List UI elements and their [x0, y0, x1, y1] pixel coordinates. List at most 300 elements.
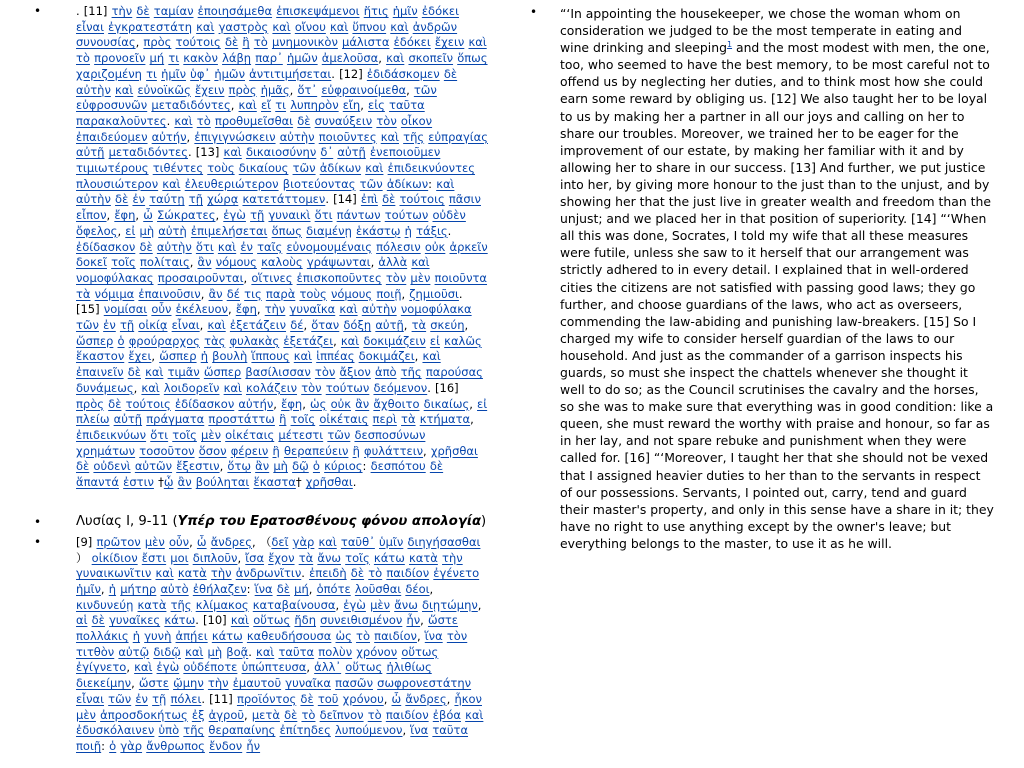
- greek-word-link[interactable]: βουλὴ: [212, 349, 248, 364]
- greek-word-link[interactable]: καὶ: [380, 129, 399, 144]
- greek-word-link[interactable]: βούληται: [195, 475, 250, 490]
- greek-word-link[interactable]: φυλακὰς: [229, 333, 280, 348]
- greek-word-link[interactable]: ἡ: [108, 581, 117, 596]
- greek-word-link[interactable]: εὐφροσυνῶν: [76, 98, 148, 113]
- greek-word-link[interactable]: καὶ: [365, 161, 384, 176]
- greek-word-link[interactable]: τὰ: [411, 318, 427, 333]
- greek-word-link[interactable]: πολὺν: [318, 644, 353, 659]
- greek-word-link[interactable]: φέρειν: [230, 443, 269, 458]
- greek-word-link[interactable]: τὴν: [207, 676, 229, 691]
- greek-word-link[interactable]: ἵππους: [251, 349, 290, 364]
- greek-word-link[interactable]: σκοπεῖν: [408, 51, 454, 66]
- greek-word-link[interactable]: κινδυνεύῃ: [76, 597, 134, 612]
- greek-word-link[interactable]: ἕκαστα: [253, 475, 296, 490]
- greek-word-link[interactable]: ζημιοῦσι: [409, 286, 459, 301]
- greek-word-link[interactable]: αὐτῷ: [118, 644, 150, 659]
- greek-word-link[interactable]: ἢ: [279, 412, 287, 427]
- greek-word-link[interactable]: ὅσον: [198, 443, 227, 458]
- greek-word-link[interactable]: παρούσας: [425, 365, 483, 380]
- greek-word-link[interactable]: ἂν: [208, 286, 223, 301]
- greek-word-link[interactable]: σωφρονεστάτην: [377, 676, 472, 691]
- greek-word-link[interactable]: τούτων: [325, 380, 370, 395]
- greek-word-link[interactable]: δοκιμάζειν: [363, 333, 426, 348]
- greek-word-link[interactable]: ἐξετάζειν: [229, 318, 287, 333]
- greek-word-link[interactable]: ὦ: [196, 534, 207, 549]
- greek-word-link[interactable]: τούτων: [384, 208, 429, 223]
- greek-word-link[interactable]: ἐπειδὴ: [309, 566, 347, 581]
- greek-word-link[interactable]: τὸ: [196, 113, 211, 128]
- greek-word-link[interactable]: μοι: [170, 550, 189, 565]
- greek-word-link[interactable]: διῃτώμην: [421, 597, 478, 612]
- greek-word-link[interactable]: αὐτὸ: [160, 581, 189, 596]
- greek-word-link[interactable]: ἄνδρες: [210, 534, 253, 549]
- greek-word-link[interactable]: ποιῇ: [76, 738, 102, 753]
- greek-word-link[interactable]: πλείω: [76, 412, 110, 427]
- greek-word-link[interactable]: προσαιροῦνται: [157, 270, 244, 285]
- greek-word-link[interactable]: νομοφύλακας: [76, 270, 154, 285]
- greek-word-link[interactable]: ταῦθ᾽: [340, 534, 375, 549]
- greek-word-link[interactable]: καὶ: [318, 534, 337, 549]
- greek-word-link[interactable]: πάντων: [336, 208, 381, 223]
- greek-word-link[interactable]: αὐτήν: [238, 396, 274, 411]
- greek-word-link[interactable]: τὸν: [446, 629, 468, 644]
- greek-word-link[interactable]: τῆς: [170, 597, 192, 612]
- greek-word-link[interactable]: ἐξ: [191, 707, 205, 722]
- greek-word-link[interactable]: ἔχον: [268, 550, 295, 565]
- greek-word-link[interactable]: τὸ: [356, 629, 371, 644]
- greek-word-link[interactable]: εἶπον: [76, 208, 107, 223]
- greek-word-link[interactable]: ὅτῳ: [227, 459, 251, 474]
- greek-word-link[interactable]: αὐτὴν: [76, 192, 111, 207]
- greek-word-link[interactable]: δὲ: [297, 113, 311, 128]
- greek-word-link[interactable]: ἄχθοιτο: [373, 396, 420, 411]
- greek-word-link[interactable]: δεσποσύνων: [354, 427, 426, 442]
- greek-word-link[interactable]: παιδίον: [386, 566, 430, 581]
- greek-word-link[interactable]: τῇ: [250, 208, 265, 223]
- greek-word-link[interactable]: ἐγκρατεστάτη: [108, 19, 192, 34]
- greek-word-link[interactable]: τῆς: [400, 365, 422, 380]
- greek-word-link[interactable]: ἔφη: [235, 302, 257, 317]
- greek-word-link[interactable]: τῶν: [108, 691, 132, 706]
- greek-word-link[interactable]: ὦ: [143, 208, 153, 223]
- greek-word-link[interactable]: ἧκον: [454, 691, 482, 706]
- greek-word-link[interactable]: ἡμῶν: [286, 51, 318, 66]
- greek-word-link[interactable]: κατὰ: [137, 597, 167, 612]
- greek-word-link[interactable]: καὶ: [468, 35, 487, 50]
- greek-word-link[interactable]: τι: [168, 51, 180, 66]
- greek-word-link[interactable]: ἡ: [132, 629, 141, 644]
- greek-word-link[interactable]: εἴ: [260, 98, 272, 113]
- greek-word-link[interactable]: εἶναι: [76, 691, 105, 706]
- greek-word-link[interactable]: καὶ: [339, 302, 358, 317]
- greek-word-link[interactable]: καὶ: [238, 98, 257, 113]
- greek-word-link[interactable]: αὐτήν: [151, 129, 187, 144]
- greek-word-link[interactable]: καὶ: [196, 19, 215, 34]
- greek-word-link[interactable]: ἠλιθίως: [386, 660, 432, 675]
- greek-word-link[interactable]: ἥτις: [363, 4, 389, 18]
- greek-word-link[interactable]: μὲν: [370, 597, 391, 612]
- greek-word-link[interactable]: ἄνω: [317, 550, 341, 565]
- greek-word-link[interactable]: ἐποιησάμεθα: [197, 4, 273, 18]
- greek-word-link[interactable]: παρακαλοῦντες: [76, 113, 167, 128]
- greek-word-link[interactable]: γυναῖκα: [285, 676, 331, 691]
- greek-word-link[interactable]: εἰ: [477, 396, 488, 411]
- greek-word-link[interactable]: προστάττω: [208, 412, 275, 427]
- greek-word-link[interactable]: ὥσπερ: [203, 365, 242, 380]
- greek-word-link[interactable]: ἀρκεῖν: [449, 239, 488, 254]
- greek-word-link[interactable]: τὴν: [111, 4, 133, 18]
- greek-word-link[interactable]: ἐδιδάσκομεν: [366, 66, 440, 81]
- greek-word-link[interactable]: μάλιστα: [342, 35, 390, 50]
- greek-word-link[interactable]: βιοτεύοντας: [282, 176, 356, 191]
- greek-word-link[interactable]: ἵνα: [424, 629, 443, 644]
- greek-word-link[interactable]: ὁ: [117, 333, 125, 348]
- greek-word-link[interactable]: αὐτὴ: [158, 223, 187, 238]
- greek-word-link[interactable]: τὴν: [442, 550, 463, 565]
- greek-word-link[interactable]: καλῶς: [444, 333, 482, 348]
- greek-word-link[interactable]: τῇ: [188, 192, 203, 207]
- greek-word-link[interactable]: μνημονικὸν: [271, 35, 338, 50]
- greek-word-link[interactable]: δυνάμεως: [76, 380, 134, 395]
- greek-word-link[interactable]: αὐτὴν: [156, 239, 192, 254]
- greek-word-link[interactable]: νόμους: [215, 255, 257, 270]
- greek-word-link[interactable]: λυπούμενον: [334, 723, 403, 738]
- greek-word-link[interactable]: μὲν: [201, 427, 221, 442]
- greek-word-link[interactable]: αὐτῶν: [134, 459, 173, 474]
- greek-word-link[interactable]: ἐν: [132, 192, 146, 207]
- greek-word-link[interactable]: δὲ: [139, 239, 153, 254]
- greek-word-link[interactable]: δὲ: [276, 581, 291, 596]
- greek-word-link[interactable]: ἵνα: [410, 723, 429, 738]
- greek-word-link[interactable]: νομίσαι: [103, 302, 148, 317]
- greek-word-link[interactable]: ὡς: [310, 396, 327, 411]
- greek-word-link[interactable]: δ᾽: [320, 145, 334, 160]
- greek-word-link[interactable]: φυλάττειν: [364, 443, 424, 458]
- greek-word-link[interactable]: τὸ: [367, 707, 382, 722]
- greek-word-link[interactable]: ὥστε: [138, 676, 169, 691]
- greek-word-link[interactable]: ἄξιον: [339, 365, 371, 380]
- greek-word-link[interactable]: εὐπραγίας: [428, 129, 488, 144]
- greek-word-link[interactable]: ὕπνου: [352, 19, 387, 34]
- greek-word-link[interactable]: πρὸς: [76, 396, 105, 411]
- greek-word-link[interactable]: ἐγὼ: [223, 208, 246, 223]
- greek-word-link[interactable]: χαριζομένη: [76, 66, 142, 81]
- greek-word-link[interactable]: τοσοῦτον: [139, 443, 195, 458]
- greek-word-link[interactable]: καταβαίνουσα: [252, 597, 336, 612]
- greek-word-link[interactable]: θεραπαίνης: [208, 723, 276, 738]
- greek-word-link[interactable]: ἐπιδεικνύων: [76, 427, 147, 442]
- greek-word-link[interactable]: καὶ: [436, 176, 455, 191]
- footnote-link[interactable]: 1: [726, 40, 733, 50]
- greek-word-link[interactable]: περὶ: [372, 412, 397, 427]
- greek-word-link[interactable]: ἕκαστον: [76, 349, 125, 364]
- greek-word-link[interactable]: δεσπότου: [370, 459, 426, 474]
- greek-word-link[interactable]: εἴη: [342, 98, 361, 113]
- greek-word-link[interactable]: ἐγὼ: [156, 660, 180, 675]
- greek-word-link[interactable]: ἡμῖν: [76, 581, 101, 596]
- greek-word-link[interactable]: χρῆσθαι: [430, 443, 478, 458]
- greek-word-link[interactable]: μή: [149, 51, 165, 66]
- greek-word-link[interactable]: γυναῖκα: [289, 302, 336, 317]
- greek-word-link[interactable]: αὐτὴν: [361, 302, 397, 317]
- greek-word-link[interactable]: χρημάτων: [76, 443, 136, 458]
- greek-word-link[interactable]: δῷ: [292, 459, 309, 474]
- greek-word-link[interactable]: κάτω: [211, 629, 243, 644]
- greek-word-link[interactable]: καὶ: [465, 707, 484, 722]
- greek-word-link[interactable]: τὴν: [264, 302, 286, 317]
- greek-word-link[interactable]: κακὸν: [183, 51, 218, 66]
- greek-word-link[interactable]: καὶ: [134, 660, 153, 675]
- greek-word-link[interactable]: δικαίως: [423, 396, 470, 411]
- greek-word-link[interactable]: ὅτ᾽: [297, 82, 318, 97]
- greek-word-link[interactable]: οὕτως: [401, 644, 439, 659]
- greek-word-link[interactable]: συνουσίας: [76, 35, 136, 50]
- greek-word-link[interactable]: ἐμαυτοῦ: [232, 676, 282, 691]
- greek-word-link[interactable]: τὸν: [314, 365, 336, 380]
- greek-word-link[interactable]: καὶ: [155, 566, 174, 581]
- greek-word-link[interactable]: καὶ: [115, 82, 134, 97]
- greek-word-link[interactable]: καὶ: [340, 333, 360, 348]
- greek-word-link[interactable]: διεκείμην: [76, 676, 132, 691]
- greek-word-link[interactable]: ἀλλὰ: [378, 255, 408, 270]
- greek-word-link[interactable]: δὲ: [127, 365, 141, 380]
- greek-word-link[interactable]: νόμιμα: [94, 286, 135, 301]
- greek-word-link[interactable]: ταῦτα: [432, 723, 469, 738]
- greek-word-link[interactable]: ἐκέλευον: [175, 302, 228, 317]
- greek-word-link[interactable]: ἐπαινεῖν: [76, 365, 124, 380]
- greek-word-link[interactable]: ἦν: [406, 613, 421, 628]
- greek-word-link[interactable]: δὲ: [429, 459, 444, 474]
- greek-word-link[interactable]: ὄφελος: [76, 223, 118, 238]
- greek-word-link[interactable]: δέοι: [405, 581, 430, 596]
- greek-word-link[interactable]: δεόμενον: [373, 380, 428, 395]
- greek-word-link[interactable]: ἡ: [404, 223, 412, 238]
- greek-word-link[interactable]: προθυμεῖσθαι: [214, 113, 294, 128]
- greek-word-link[interactable]: ὁπότε: [316, 581, 351, 596]
- greek-word-link[interactable]: τάξις: [416, 223, 448, 238]
- greek-word-link[interactable]: τῶν: [413, 82, 437, 97]
- greek-word-link[interactable]: ἔνδον: [209, 738, 243, 753]
- greek-word-link[interactable]: οὖν: [151, 302, 172, 317]
- greek-word-link[interactable]: ἐλευθεριώτερον: [184, 176, 279, 191]
- greek-word-link[interactable]: χρῆσθαι: [305, 475, 353, 490]
- greek-word-link[interactable]: ποιοῦντα: [434, 270, 488, 285]
- greek-word-link[interactable]: εἶναι: [171, 318, 200, 333]
- greek-word-link[interactable]: δὲ: [108, 396, 122, 411]
- greek-word-link[interactable]: ἵνα: [254, 581, 273, 596]
- greek-word-link[interactable]: τοῖς: [345, 550, 370, 565]
- greek-word-link[interactable]: τὸ: [76, 51, 90, 66]
- greek-word-link[interactable]: οἰκέταις: [225, 427, 275, 442]
- greek-word-link[interactable]: καὶ: [141, 380, 160, 395]
- greek-word-link[interactable]: ἔξεστιν: [176, 459, 220, 474]
- greek-word-link[interactable]: οἶκον: [400, 113, 433, 128]
- greek-word-link[interactable]: κάτω: [164, 613, 196, 628]
- greek-word-link[interactable]: ἔχειν: [194, 82, 225, 97]
- greek-word-link[interactable]: ἀλλ᾽: [314, 660, 342, 675]
- greek-word-link[interactable]: δὲ: [91, 613, 105, 628]
- greek-word-link[interactable]: πόλει: [170, 691, 202, 706]
- greek-word-link[interactable]: εἶναι: [76, 19, 105, 34]
- greek-word-link[interactable]: ἂν: [197, 255, 212, 270]
- greek-word-link[interactable]: εἰ: [125, 223, 136, 238]
- greek-word-link[interactable]: καὶ: [411, 255, 430, 270]
- greek-word-link[interactable]: ταῦτα: [389, 98, 425, 113]
- greek-word-link[interactable]: οἰκίδιον: [91, 550, 138, 565]
- greek-word-link[interactable]: αὐτῇ: [113, 412, 143, 427]
- greek-word-link[interactable]: γυναικὶ: [268, 208, 311, 223]
- greek-word-link[interactable]: οὐκ: [330, 396, 352, 411]
- greek-word-link[interactable]: ἀδίκων: [319, 161, 362, 176]
- greek-word-link[interactable]: ἔχει: [128, 349, 152, 364]
- greek-word-link[interactable]: ὑπὸ: [158, 723, 180, 738]
- greek-word-link[interactable]: τοῖς: [111, 255, 136, 270]
- greek-word-link[interactable]: αὐτῇ: [375, 318, 404, 333]
- greek-word-link[interactable]: κύριος: [324, 459, 363, 474]
- greek-word-link[interactable]: κάτω: [373, 550, 405, 565]
- greek-word-link[interactable]: διπλοῦν: [192, 550, 238, 565]
- greek-word-link[interactable]: καὶ: [330, 19, 349, 34]
- greek-word-link[interactable]: ἑκάστῳ: [356, 223, 401, 238]
- greek-word-link[interactable]: ἂν: [177, 475, 192, 490]
- greek-word-link[interactable]: γὰρ: [120, 738, 143, 753]
- greek-word-link[interactable]: κτήματα: [419, 412, 471, 427]
- greek-word-link[interactable]: δὲ: [136, 4, 150, 18]
- greek-word-link[interactable]: ἐδόκει: [421, 4, 460, 18]
- greek-word-link[interactable]: δέ: [290, 318, 304, 333]
- greek-word-link[interactable]: καὶ: [230, 613, 250, 628]
- greek-word-link[interactable]: ἡμᾶς: [260, 82, 290, 97]
- greek-word-link[interactable]: ταύτῃ: [149, 192, 185, 207]
- greek-word-link[interactable]: τῶν: [359, 176, 383, 191]
- greek-word-link[interactable]: τὸ: [301, 707, 316, 722]
- greek-word-link[interactable]: εἰς: [368, 98, 385, 113]
- greek-word-link[interactable]: ἱππέας: [316, 349, 355, 364]
- greek-word-link[interactable]: ἔστι: [141, 550, 167, 565]
- greek-word-link[interactable]: φρούραρχος: [128, 333, 200, 348]
- greek-word-link[interactable]: παρ᾽: [255, 51, 283, 66]
- greek-word-link[interactable]: σκεύη: [430, 318, 465, 333]
- greek-word-link[interactable]: τὴν: [210, 566, 232, 581]
- greek-word-link[interactable]: μὲν: [410, 270, 431, 285]
- greek-word-link[interactable]: τὸν: [301, 380, 322, 395]
- greek-word-link[interactable]: νόμους: [330, 286, 373, 301]
- greek-word-link[interactable]: οὐδέποτε: [183, 660, 238, 675]
- greek-word-link[interactable]: ὑπώπτευσα: [241, 660, 307, 675]
- greek-word-link[interactable]: ἔφη: [114, 208, 136, 223]
- greek-word-link[interactable]: τοὺς: [207, 161, 235, 176]
- greek-word-link[interactable]: ἐξετάζει: [283, 333, 334, 348]
- greek-word-link[interactable]: χώρᾳ: [207, 192, 239, 207]
- greek-word-link[interactable]: τιθέντες: [152, 161, 204, 176]
- greek-word-link[interactable]: ὑφ᾽: [190, 66, 211, 81]
- greek-word-link[interactable]: αὐτῇ: [76, 145, 105, 160]
- greek-word-link[interactable]: ὅτι: [314, 208, 333, 223]
- greek-word-link[interactable]: ὦ: [391, 691, 402, 706]
- greek-word-link[interactable]: ἐπαινοῦσιν: [138, 286, 201, 301]
- greek-word-link[interactable]: ἐπιγιγνώσκειν: [194, 129, 276, 144]
- greek-word-link[interactable]: ᾤμην: [173, 676, 204, 691]
- greek-word-link[interactable]: πρῶτον: [96, 534, 141, 549]
- greek-word-link[interactable]: καὶ: [223, 380, 242, 395]
- greek-word-link[interactable]: ἐνεποιοῦμεν: [369, 145, 441, 160]
- greek-word-link[interactable]: πολίταις: [139, 255, 190, 270]
- greek-word-link[interactable]: οὖν: [168, 534, 190, 549]
- greek-word-link[interactable]: ὥστε: [427, 613, 459, 628]
- greek-word-link[interactable]: μὴ: [139, 223, 155, 238]
- greek-word-link[interactable]: τούτοις: [399, 192, 445, 207]
- greek-word-link[interactable]: τιμιωτέρους: [76, 161, 149, 176]
- greek-word-link[interactable]: ταῦτα: [278, 644, 315, 659]
- greek-word-link[interactable]: πρὸς: [228, 82, 257, 97]
- greek-word-link[interactable]: λοῦσθαι: [354, 581, 402, 596]
- greek-word-link[interactable]: ἀγροῦ: [208, 707, 245, 722]
- greek-word-link[interactable]: πολλάκις: [76, 629, 129, 644]
- greek-word-link[interactable]: δὲ: [115, 192, 129, 207]
- greek-word-link[interactable]: μήτηρ: [120, 581, 157, 596]
- greek-word-link[interactable]: προνοεῖν: [94, 51, 146, 66]
- greek-word-link[interactable]: δὲ: [76, 459, 90, 474]
- greek-word-link[interactable]: ὥσπερ: [159, 349, 197, 364]
- greek-word-link[interactable]: ἀπροσδοκήτως: [100, 707, 188, 722]
- greek-word-link[interactable]: βασίλισσαν: [245, 365, 311, 380]
- greek-word-link[interactable]: τοῦ: [317, 691, 339, 706]
- greek-word-link[interactable]: λοιδορεῖν: [163, 380, 220, 395]
- greek-word-link[interactable]: ἐν: [240, 239, 253, 254]
- greek-word-link[interactable]: συνειθισμένον: [320, 613, 403, 628]
- greek-word-link[interactable]: ἐβόα: [432, 707, 461, 722]
- greek-word-link[interactable]: πᾶσιν: [448, 192, 481, 207]
- greek-word-link[interactable]: ἔφη: [281, 396, 303, 411]
- greek-word-link[interactable]: εὐνοϊκῶς: [137, 82, 191, 97]
- greek-word-link[interactable]: ἐπιδεικνύοντες: [387, 161, 475, 176]
- greek-word-link[interactable]: ὁ: [109, 738, 117, 753]
- greek-word-link[interactable]: ἅπαντά: [76, 475, 120, 490]
- greek-word-link[interactable]: τῶν: [327, 427, 351, 442]
- greek-word-link[interactable]: κατὰ: [177, 566, 207, 581]
- greek-word-link[interactable]: τὰ: [401, 412, 416, 427]
- greek-word-link[interactable]: αἱ: [76, 613, 88, 628]
- greek-word-link[interactable]: ποιῇ: [376, 286, 402, 301]
- greek-word-link[interactable]: παρὰ: [265, 286, 296, 301]
- greek-word-link[interactable]: τῆς: [403, 129, 425, 144]
- greek-word-link[interactable]: γυναῖκες: [109, 613, 161, 628]
- greek-word-link[interactable]: ἄνθρωπος: [146, 738, 205, 753]
- greek-word-link[interactable]: οἰκέταις: [319, 412, 369, 427]
- greek-word-link[interactable]: μὲν: [76, 707, 96, 722]
- greek-word-link[interactable]: ἐν: [103, 318, 116, 333]
- greek-word-link[interactable]: καὶ: [256, 644, 275, 659]
- greek-word-link[interactable]: οἰκίᾳ: [138, 318, 168, 333]
- greek-word-link[interactable]: διαμένῃ: [306, 223, 352, 238]
- greek-word-link[interactable]: ἀδίκων: [386, 176, 429, 191]
- greek-word-link[interactable]: γὰρ: [292, 534, 315, 549]
- greek-word-link[interactable]: βοᾷ: [226, 644, 249, 659]
- greek-word-link[interactable]: ἐπὶ: [360, 192, 378, 207]
- greek-word-link[interactable]: δὲ: [382, 192, 396, 207]
- greek-word-link[interactable]: καὶ: [390, 19, 409, 34]
- greek-word-link[interactable]: ἐγένετο: [433, 566, 480, 581]
- greek-word-link[interactable]: γαστρὸς: [218, 19, 269, 34]
- greek-word-link[interactable]: οὕτως: [345, 660, 383, 675]
- greek-word-link[interactable]: δικαιοσύνην: [245, 145, 317, 160]
- greek-word-link[interactable]: ταῖς: [257, 239, 283, 254]
- greek-word-link[interactable]: τὸν: [376, 113, 397, 128]
- greek-word-link[interactable]: λάβῃ: [222, 51, 252, 66]
- greek-word-link[interactable]: μή: [294, 581, 309, 596]
- greek-word-link[interactable]: ἐδυσκόλαινεν: [76, 723, 155, 738]
- greek-word-link[interactable]: ὥσπερ: [76, 333, 114, 348]
